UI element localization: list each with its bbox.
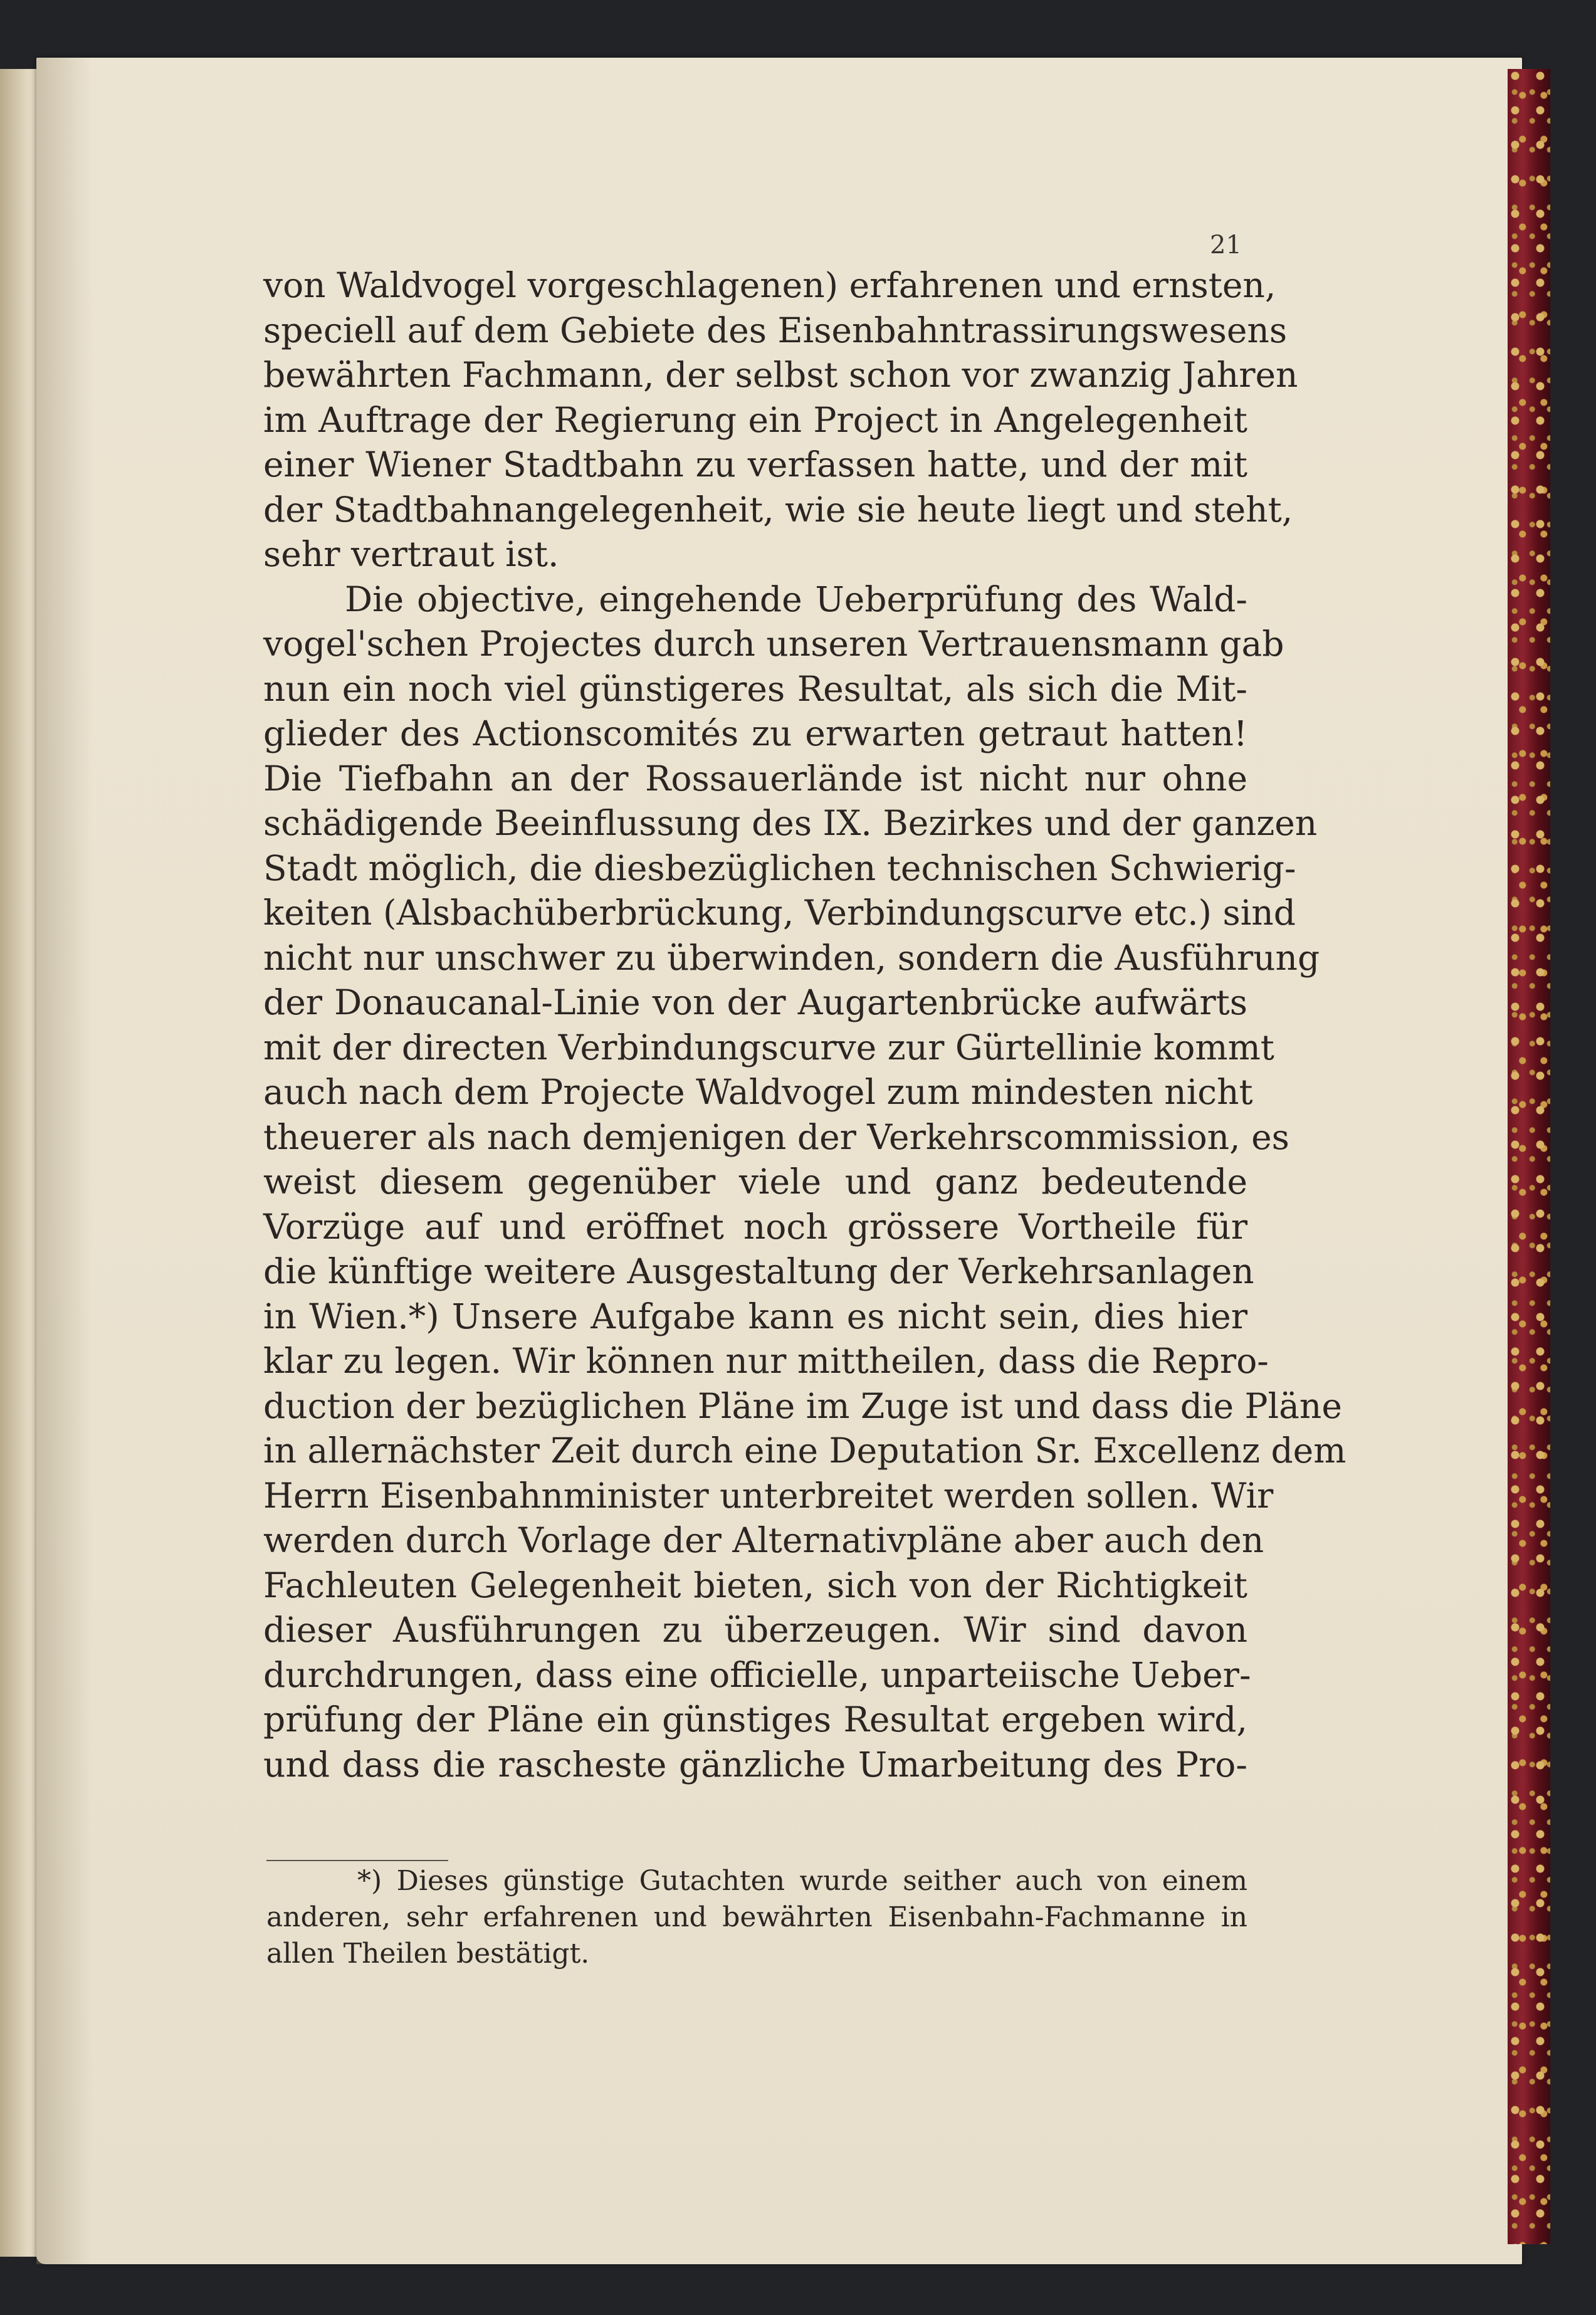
text-line: im Auftrage der Regierung ein Project in Angelegenheit [263, 399, 1247, 440]
footnote [266, 1863, 1247, 1972]
text-line: von Waldvogel vorgeschlagenen) erfahrenen und ernsten, [263, 265, 1276, 305]
text-line: der Stadtbahnangelegenheit, wie sie heute liegt und steht, [263, 489, 1293, 530]
footnote-line: anderen, sehr erfahrenen und bewährten Eisenbahn-Fachmanne in [266, 1901, 1247, 1933]
text-line: in Wien.*) Unsere Aufgabe kann es nicht sein, dies hier [263, 1296, 1247, 1336]
text-line: Vorzüge auf und eröffnet noch grössere Vortheile für [263, 1206, 1247, 1247]
text-line: prüfung der Pläne ein günstiges Resultat ergeben wird, [263, 1699, 1247, 1740]
text-line: keiten (Alsbachüberbrückung, Verbindungscurve etc.) sind [263, 893, 1296, 933]
text-line: speciell auf dem Gebiete des Eisenbahntrassirungswesens [263, 310, 1288, 350]
text-line: werden durch Vorlage der Alternativpläne aber auch den [263, 1520, 1264, 1560]
footnote-line: *) Dieses günstige Gutachten wurde seither auch von einem [357, 1865, 1247, 1897]
text-line: die künftige weitere Ausgestaltung der Verkehrsanlagen [263, 1251, 1254, 1291]
text-line: nun ein noch viel günstigeres Resultat, als sich die Mit- [263, 668, 1247, 709]
text-line: Die objective, eingehende Ueberprüfung des Wald- [345, 579, 1247, 619]
text-line: glieder des Actionscomités zu erwarten getraut hatten! [263, 713, 1247, 753]
text-line: theuerer als nach demjenigen der Verkehrscommission, es [263, 1116, 1289, 1157]
text-line: durchdrungen, dass eine officielle, unparteiische Ueber- [263, 1654, 1251, 1695]
text-line: vogel'schen Projectes durch unseren Vertrauensmann gab [263, 624, 1284, 664]
text-line: bewährten Fachmann, der selbst schon vor zwanzig Jahren [263, 355, 1298, 395]
text-line: duction der bezüglichen Pläne im Zuge ist und dass die Pläne [263, 1385, 1342, 1426]
text-line: auch nach dem Projecte Waldvogel zum mindesten nicht [263, 1072, 1253, 1112]
text-line: Stadt möglich, die diesbezüglichen technischen Schwierig- [263, 848, 1296, 888]
text-line: und dass die rascheste gänzliche Umarbeitung des Pro- [263, 1744, 1247, 1785]
text-line: der Donaucanal-Linie von der Augartenbrücke aufwärts [263, 982, 1247, 1022]
text-line: Die Tiefbahn an der Rossauerlände ist nicht nur ohne [263, 758, 1247, 799]
text-line: sehr vertraut ist. [263, 534, 559, 574]
text-line: schädigende Beeinflussung des IX. Bezirkes und der ganzen [263, 803, 1318, 843]
footnote-line: allen Theilen bestätigt. [266, 1938, 590, 1970]
text-line: Fachleuten Gelegenheit bieten, sich von der Richtigkeit [263, 1565, 1247, 1605]
text-line: weist diesem gegenüber viele und ganz bedeutende [263, 1162, 1247, 1202]
body-text [263, 263, 1347, 1787]
text-line: einer Wiener Stadtbahn zu verfassen hatte, und der mit [263, 444, 1247, 485]
text-line: in allernächster Zeit durch eine Deputation Sr. Excellenz dem [263, 1430, 1347, 1471]
page-number: 21 [1210, 231, 1242, 260]
text-line: klar zu legen. Wir können nur mittheilen, dass die Repro- [263, 1341, 1269, 1381]
text-line: dieser Ausführungen zu überzeugen. Wir sind davon [263, 1610, 1247, 1650]
text-line: Herrn Eisenbahnminister unterbreitet werden sollen. Wir [263, 1475, 1274, 1516]
text-line: mit der directen Verbindungscurve zur Gürtellinie kommt [263, 1027, 1274, 1068]
marbled-cover-edge [1508, 69, 1550, 2244]
footnote-divider [266, 1860, 448, 1861]
text-line: nicht nur unschwer zu überwinden, sondern die Ausführung [263, 937, 1320, 978]
